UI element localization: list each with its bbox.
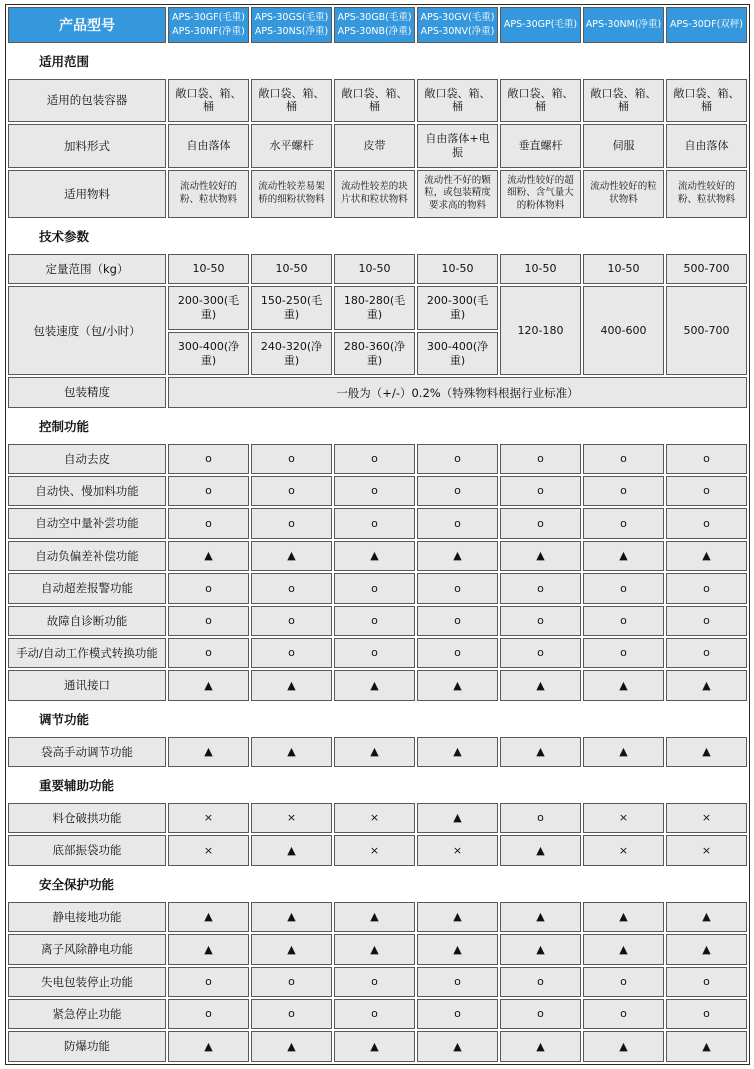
section-title: 安全保护功能	[8, 868, 747, 900]
cell-symbol: ▲	[251, 541, 332, 571]
cell-symbol: o	[168, 999, 249, 1029]
header-row	[8, 7, 747, 43]
cell-symbol: ▲	[417, 803, 498, 833]
cell-symbol: o	[251, 999, 332, 1029]
cell-symbol: o	[583, 508, 664, 538]
header-product-model: 产品型号	[8, 7, 166, 43]
section-row	[8, 703, 747, 735]
cell-value: 敞口袋、箱、桶	[168, 79, 249, 123]
cell-symbol: ▲	[500, 670, 581, 700]
cell-value: 180-280(毛重)	[334, 286, 415, 330]
header-model-line: APS-30NV(净重)	[420, 25, 495, 37]
header-model-col	[334, 7, 415, 43]
cell-symbol: ×	[334, 803, 415, 833]
cell-value: 10-50	[500, 254, 581, 284]
cell-symbol: ▲	[168, 934, 249, 964]
cell-value: 10-50	[417, 254, 498, 284]
row-label: 自动超差报警功能	[8, 573, 166, 603]
cell-symbol: ×	[168, 803, 249, 833]
cell-symbol: o	[500, 573, 581, 603]
cell-symbol: ▲	[500, 934, 581, 964]
header-model-line: APS-30GF(毛重)	[171, 12, 245, 23]
cell-symbol: o	[500, 508, 581, 538]
cell-value: 自由落体	[666, 124, 747, 168]
cell-value: 150-250(毛重)	[251, 286, 332, 330]
header-model-col	[500, 7, 581, 43]
cell-symbol: o	[251, 573, 332, 603]
section-row	[8, 45, 747, 77]
header-model-line: APS-30NS(净重)	[254, 25, 329, 37]
header-model-col	[583, 7, 664, 43]
cell-symbol: o	[251, 638, 332, 668]
table-row	[8, 902, 747, 932]
row-label: 适用物料	[8, 170, 166, 218]
cell-symbol: ▲	[500, 835, 581, 865]
cell-symbol: ▲	[666, 902, 747, 932]
cell-symbol: o	[583, 967, 664, 997]
cell-symbol: ▲	[168, 670, 249, 700]
table-row	[8, 999, 747, 1029]
cell-symbol: o	[583, 573, 664, 603]
cell-symbol: ▲	[583, 934, 664, 964]
cell-value: 10-50	[168, 254, 249, 284]
cell-value-span: 一般为（+/-）0.2%（特殊物料根据行业标准）	[168, 377, 747, 407]
cell-symbol: ▲	[583, 541, 664, 571]
cell-symbol: ▲	[666, 934, 747, 964]
cell-value: 300-400(净重)	[417, 332, 498, 376]
cell-symbol: ▲	[583, 737, 664, 767]
cell-symbol: o	[251, 606, 332, 636]
cell-value: 皮带	[334, 124, 415, 168]
cell-symbol: o	[417, 967, 498, 997]
row-label: 加料形式	[8, 124, 166, 168]
cell-symbol: ×	[583, 803, 664, 833]
cell-symbol: ▲	[168, 541, 249, 571]
cell-symbol: o	[666, 967, 747, 997]
cell-symbol: o	[666, 999, 747, 1029]
row-label: 料仓破拱功能	[8, 803, 166, 833]
row-label: 自动快、慢加料功能	[8, 476, 166, 506]
cell-value: 伺服	[583, 124, 664, 168]
cell-symbol: o	[417, 444, 498, 474]
header-model-line: APS-30NB(净重)	[337, 25, 412, 37]
cell-symbol: ▲	[251, 902, 332, 932]
cell-symbol: o	[251, 508, 332, 538]
row-label: 定量范围（kg）	[8, 254, 166, 284]
row-label: 自动负偏差补偿功能	[8, 541, 166, 571]
cell-symbol: o	[168, 573, 249, 603]
row-label: 失电包装停止功能	[8, 967, 166, 997]
cell-symbol: o	[417, 638, 498, 668]
table-row	[8, 254, 747, 284]
cell-symbol: o	[583, 476, 664, 506]
cell-value: 敞口袋、箱、桶	[334, 79, 415, 123]
cell-symbol: o	[666, 638, 747, 668]
cell-symbol: ×	[666, 835, 747, 865]
cell-value: 280-360(净重)	[334, 332, 415, 376]
header-model-col	[251, 7, 332, 43]
row-label: 袋高手动调节功能	[8, 737, 166, 767]
cell-symbol: ▲	[168, 902, 249, 932]
cell-symbol: o	[168, 476, 249, 506]
cell-symbol: o	[666, 444, 747, 474]
table-row	[8, 476, 747, 506]
cell-value: 200-300(毛重)	[168, 286, 249, 330]
cell-symbol: o	[251, 967, 332, 997]
section-row	[8, 868, 747, 900]
cell-symbol: o	[168, 606, 249, 636]
cell-value: 流动性较好的粉、粒状物料	[168, 170, 249, 218]
cell-value: 水平螺杆	[251, 124, 332, 168]
table-row	[8, 638, 747, 668]
table-row	[8, 606, 747, 636]
table-row	[8, 967, 747, 997]
cell-symbol: ▲	[417, 737, 498, 767]
row-label: 包装精度	[8, 377, 166, 407]
header-model-col	[168, 7, 249, 43]
header-model-line: APS-30NF(净重)	[172, 25, 245, 37]
cell-symbol: o	[417, 606, 498, 636]
cell-symbol: ×	[417, 835, 498, 865]
section-title: 调节功能	[8, 703, 747, 735]
cell-symbol: o	[500, 606, 581, 636]
cell-value: 敞口袋、箱、桶	[666, 79, 747, 123]
cell-value: 240-320(净重)	[251, 332, 332, 376]
cell-symbol: ▲	[334, 1031, 415, 1061]
cell-symbol: o	[666, 573, 747, 603]
row-label: 离子风除静电功能	[8, 934, 166, 964]
section-row	[8, 410, 747, 442]
cell-symbol: ▲	[334, 902, 415, 932]
row-label: 适用的包装容器	[8, 79, 166, 123]
row-label: 自动去皮	[8, 444, 166, 474]
cell-value: 400-600	[583, 286, 664, 375]
cell-symbol: o	[168, 508, 249, 538]
row-label: 静电接地功能	[8, 902, 166, 932]
product-spec-table	[5, 4, 750, 1065]
cell-value: 300-400(净重)	[168, 332, 249, 376]
cell-symbol: ×	[666, 803, 747, 833]
cell-symbol: o	[334, 508, 415, 538]
cell-symbol: o	[334, 444, 415, 474]
cell-value: 500-700	[666, 254, 747, 284]
cell-symbol: o	[334, 967, 415, 997]
cell-symbol: ▲	[500, 902, 581, 932]
table-row	[8, 444, 747, 474]
cell-symbol: ▲	[251, 670, 332, 700]
cell-symbol: ×	[168, 835, 249, 865]
header-model-line: APS-30GS(毛重)	[254, 12, 329, 23]
section-title: 控制功能	[8, 410, 747, 442]
table-header	[8, 7, 747, 43]
cell-symbol: o	[583, 999, 664, 1029]
cell-symbol: ▲	[666, 541, 747, 571]
cell-symbol: ▲	[334, 541, 415, 571]
cell-symbol: o	[334, 573, 415, 603]
cell-value: 流动性较差易架桥的细粉状物料	[251, 170, 332, 218]
cell-symbol: o	[334, 999, 415, 1029]
table-row	[8, 170, 747, 218]
header-model-line: APS-30NM(净重)	[585, 18, 662, 30]
cell-symbol: o	[583, 606, 664, 636]
cell-symbol: ×	[583, 835, 664, 865]
cell-symbol: o	[500, 638, 581, 668]
section-row	[8, 220, 747, 252]
cell-symbol: o	[666, 476, 747, 506]
cell-symbol: ▲	[666, 670, 747, 700]
row-label: 底部振袋功能	[8, 835, 166, 865]
cell-value: 10-50	[583, 254, 664, 284]
table-row	[8, 934, 747, 964]
cell-symbol: ▲	[417, 541, 498, 571]
cell-symbol: o	[500, 476, 581, 506]
cell-value: 10-50	[251, 254, 332, 284]
cell-symbol: o	[583, 444, 664, 474]
cell-value: 敞口袋、箱、桶	[500, 79, 581, 123]
cell-symbol: o	[168, 444, 249, 474]
cell-symbol: ▲	[334, 737, 415, 767]
cell-symbol: ×	[251, 803, 332, 833]
cell-value: 流动性较好的粒状物料	[583, 170, 664, 218]
table-row	[8, 573, 747, 603]
cell-symbol: ▲	[251, 1031, 332, 1061]
cell-symbol: ▲	[583, 1031, 664, 1061]
cell-value: 500-700	[666, 286, 747, 375]
cell-symbol: o	[251, 444, 332, 474]
table-row	[8, 1031, 747, 1061]
cell-symbol: ▲	[500, 541, 581, 571]
row-label: 紧急停止功能	[8, 999, 166, 1029]
table-row	[8, 377, 747, 407]
cell-value: 流动性不好的颗粒，或包装精度要求高的物料	[417, 170, 498, 218]
header-model-line: APS-30GB(毛重)	[337, 12, 412, 23]
cell-symbol: ▲	[583, 670, 664, 700]
table-row	[8, 286, 747, 330]
table-row	[8, 124, 747, 168]
cell-value: 敞口袋、箱、桶	[251, 79, 332, 123]
table-row	[8, 670, 747, 700]
cell-symbol: o	[666, 606, 747, 636]
row-label: 故障自诊断功能	[8, 606, 166, 636]
cell-value: 流动性较好的粉、粒状物料	[666, 170, 747, 218]
cell-symbol: o	[500, 967, 581, 997]
cell-symbol: o	[334, 476, 415, 506]
table-row	[8, 79, 747, 123]
cell-symbol: o	[500, 999, 581, 1029]
cell-symbol: ▲	[500, 737, 581, 767]
cell-symbol: ▲	[583, 902, 664, 932]
header-model-col	[417, 7, 498, 43]
cell-symbol: o	[251, 476, 332, 506]
cell-symbol: o	[666, 508, 747, 538]
cell-symbol: ▲	[417, 902, 498, 932]
cell-value: 流动性较好的超细粉、含气量大的粉体物料	[500, 170, 581, 218]
cell-symbol: o	[417, 573, 498, 603]
table-row	[8, 508, 747, 538]
cell-symbol: ▲	[417, 934, 498, 964]
row-label: 防爆功能	[8, 1031, 166, 1061]
cell-value: 自由落体	[168, 124, 249, 168]
cell-symbol: o	[168, 638, 249, 668]
cell-symbol: ▲	[666, 1031, 747, 1061]
row-label: 手动/自动工作模式转换功能	[8, 638, 166, 668]
cell-value: 200-300(毛重)	[417, 286, 498, 330]
cell-symbol: o	[417, 476, 498, 506]
cell-value: 垂直螺杆	[500, 124, 581, 168]
cell-value: 流动性较差的块片状和粒状物料	[334, 170, 415, 218]
cell-symbol: ▲	[251, 737, 332, 767]
cell-symbol: ▲	[251, 934, 332, 964]
cell-value: 自由落体+电振	[417, 124, 498, 168]
table-row	[8, 737, 747, 767]
cell-symbol: ▲	[251, 835, 332, 865]
cell-symbol: o	[168, 967, 249, 997]
cell-symbol: ▲	[334, 670, 415, 700]
header-model-line: APS-30GV(毛重)	[420, 12, 495, 23]
cell-value: 敞口袋、箱、桶	[417, 79, 498, 123]
cell-value: 10-50	[334, 254, 415, 284]
cell-symbol: o	[417, 508, 498, 538]
table-row	[8, 803, 747, 833]
section-row	[8, 769, 747, 801]
cell-symbol: ▲	[417, 670, 498, 700]
cell-symbol: ▲	[666, 737, 747, 767]
cell-symbol: ▲	[500, 1031, 581, 1061]
table-row	[8, 541, 747, 571]
header-model-col	[666, 7, 747, 43]
section-title: 技术参数	[8, 220, 747, 252]
row-label: 自动空中量补尝功能	[8, 508, 166, 538]
cell-symbol: ▲	[168, 1031, 249, 1061]
cell-symbol: o	[500, 803, 581, 833]
row-label: 包装速度（包/小时）	[8, 286, 166, 375]
table-row	[8, 835, 747, 865]
cell-symbol: o	[583, 638, 664, 668]
cell-symbol: ×	[334, 835, 415, 865]
table-body	[8, 45, 747, 1062]
cell-symbol: o	[417, 999, 498, 1029]
header-model-line: APS-30GP(毛重)	[503, 18, 578, 30]
section-title: 适用范围	[8, 45, 747, 77]
cell-symbol: o	[500, 444, 581, 474]
cell-value: 120-180	[500, 286, 581, 375]
cell-symbol: ▲	[168, 737, 249, 767]
cell-symbol: o	[334, 638, 415, 668]
cell-symbol: o	[334, 606, 415, 636]
row-label: 通讯接口	[8, 670, 166, 700]
cell-symbol: ▲	[417, 1031, 498, 1061]
section-title: 重要辅助功能	[8, 769, 747, 801]
header-model-line: APS-30DF(双秤)	[670, 18, 743, 30]
cell-symbol: ▲	[334, 934, 415, 964]
cell-value: 敞口袋、箱、桶	[583, 79, 664, 123]
